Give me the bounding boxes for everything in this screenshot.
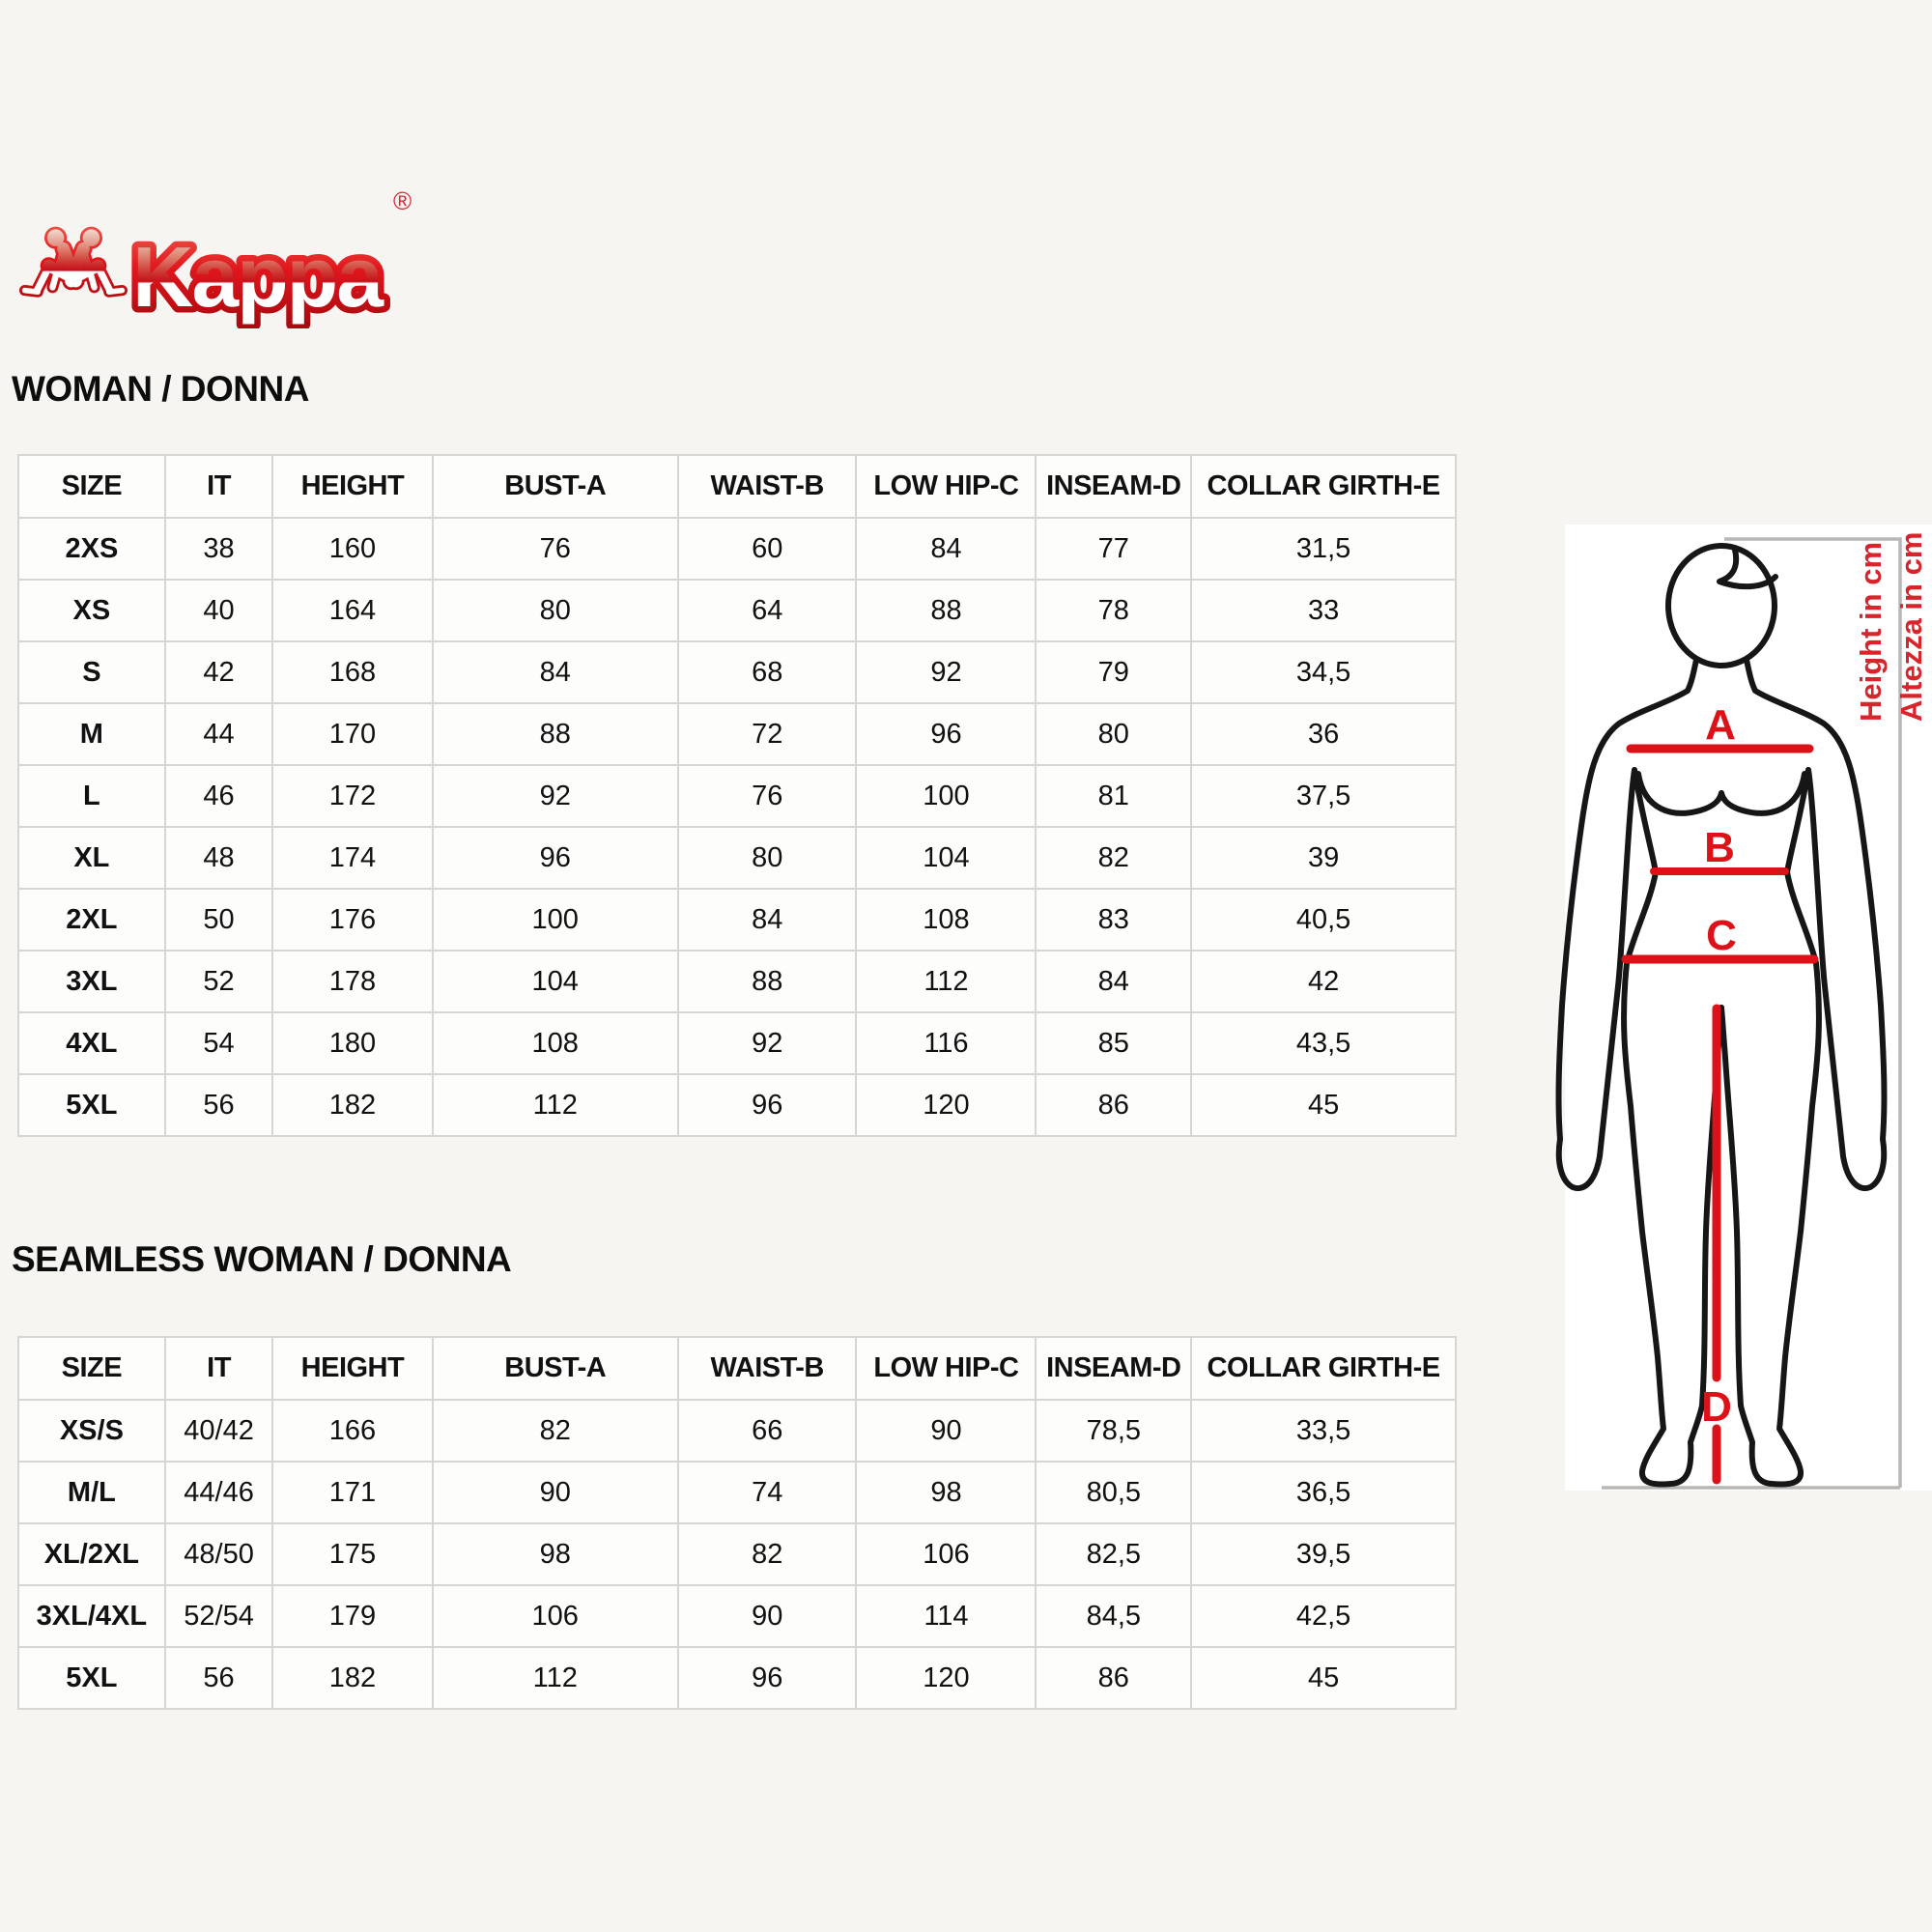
table-cell: 38	[165, 518, 273, 580]
table-cell: 5XL	[18, 1074, 165, 1136]
table-cell: 68	[678, 641, 857, 703]
table-cell: 92	[678, 1012, 857, 1074]
column-header: INSEAM-D	[1036, 1337, 1191, 1400]
table-cell: 85	[1036, 1012, 1191, 1074]
table-cell: 37,5	[1191, 765, 1456, 827]
table-cell: XS	[18, 580, 165, 641]
table-cell: 84,5	[1036, 1585, 1191, 1647]
kappa-logo-svg	[14, 179, 440, 328]
table-cell: 88	[678, 951, 857, 1012]
table-cell: 100	[856, 765, 1036, 827]
table-cell: M	[18, 703, 165, 765]
table-cell: 82	[433, 1400, 678, 1462]
table-row	[18, 1074, 1456, 1136]
column-header: WAIST-B	[678, 1337, 857, 1400]
table-cell: 108	[856, 889, 1036, 951]
section-title-woman: WOMAN / DONNA	[12, 369, 309, 409]
column-header: INSEAM-D	[1036, 455, 1191, 518]
table-cell: 78	[1036, 580, 1191, 641]
table-cell: 44/46	[165, 1462, 273, 1523]
table-cell: 172	[272, 765, 432, 827]
table-cell: 104	[856, 827, 1036, 889]
table-cell: 82,5	[1036, 1523, 1191, 1585]
label-inseam-d: D	[1701, 1383, 1732, 1431]
table-cell: 40,5	[1191, 889, 1456, 951]
table-cell: 84	[678, 889, 857, 951]
table-cell: 100	[433, 889, 678, 951]
table-cell: 84	[1036, 951, 1191, 1012]
kappa-wordmark: Kappa	[132, 229, 385, 325]
column-header: HEIGHT	[272, 1337, 432, 1400]
table-cell: 43,5	[1191, 1012, 1456, 1074]
column-header: COLLAR GIRTH-E	[1191, 455, 1456, 518]
table-cell: 81	[1036, 765, 1191, 827]
table-row	[18, 827, 1456, 889]
table-header-row	[18, 1337, 1456, 1400]
table-cell: XL/2XL	[18, 1523, 165, 1585]
table-cell: 164	[272, 580, 432, 641]
column-header: BUST-A	[433, 455, 678, 518]
table-cell: 36,5	[1191, 1462, 1456, 1523]
label-hip-c: C	[1706, 912, 1737, 959]
table-cell: 4XL	[18, 1012, 165, 1074]
table-cell: 78,5	[1036, 1400, 1191, 1462]
table-cell: 3XL/4XL	[18, 1585, 165, 1647]
column-header: HEIGHT	[272, 455, 432, 518]
table-cell: 171	[272, 1462, 432, 1523]
column-header: BUST-A	[433, 1337, 678, 1400]
table-cell: 176	[272, 889, 432, 951]
table-cell: M/L	[18, 1462, 165, 1523]
table-row	[18, 765, 1456, 827]
table-cell: 44	[165, 703, 273, 765]
table-cell: 40	[165, 580, 273, 641]
size-table-woman	[17, 454, 1457, 1137]
table-cell: 33	[1191, 580, 1456, 641]
height-caption-en: Height in cm	[1854, 541, 1888, 722]
table-cell: 170	[272, 703, 432, 765]
table-cell: 36	[1191, 703, 1456, 765]
table-cell: 178	[272, 951, 432, 1012]
table-cell: 179	[272, 1585, 432, 1647]
table-row	[18, 641, 1456, 703]
table-cell: 48	[165, 827, 273, 889]
registered-mark: ®	[393, 186, 412, 215]
table-cell: 5XL	[18, 1647, 165, 1709]
table-row	[18, 1647, 1456, 1709]
table-cell: 84	[856, 518, 1036, 580]
table-row	[18, 889, 1456, 951]
table-cell: 80	[1036, 703, 1191, 765]
table-cell: 92	[433, 765, 678, 827]
table-cell: 96	[856, 703, 1036, 765]
table-cell: 112	[856, 951, 1036, 1012]
table-cell: 120	[856, 1074, 1036, 1136]
table-cell: 74	[678, 1462, 857, 1523]
table-cell: 88	[856, 580, 1036, 641]
table-cell: 56	[165, 1647, 273, 1709]
table-cell: XS/S	[18, 1400, 165, 1462]
table-cell: 92	[856, 641, 1036, 703]
size-table-seamless-woman	[17, 1336, 1457, 1710]
table-cell: 64	[678, 580, 857, 641]
table-cell: 96	[678, 1647, 857, 1709]
table-cell: 83	[1036, 889, 1191, 951]
table-cell: 116	[856, 1012, 1036, 1074]
table-cell: 160	[272, 518, 432, 580]
table-cell: 80	[433, 580, 678, 641]
table-row	[18, 1012, 1456, 1074]
column-header: COLLAR GIRTH-E	[1191, 1337, 1456, 1400]
label-waist-b: B	[1704, 824, 1735, 871]
table-cell: 166	[272, 1400, 432, 1462]
table-cell: 90	[856, 1400, 1036, 1462]
table-cell: 96	[433, 827, 678, 889]
column-header: SIZE	[18, 455, 165, 518]
table-cell: L	[18, 765, 165, 827]
table-cell: 86	[1036, 1647, 1191, 1709]
table-cell: 82	[678, 1523, 857, 1585]
table-cell: 42,5	[1191, 1585, 1456, 1647]
table-cell: 175	[272, 1523, 432, 1585]
table-cell: 108	[433, 1012, 678, 1074]
table-cell: 39,5	[1191, 1523, 1456, 1585]
table-cell: 90	[678, 1585, 857, 1647]
column-header: LOW HIP-C	[856, 1337, 1036, 1400]
column-header: LOW HIP-C	[856, 455, 1036, 518]
table-row	[18, 518, 1456, 580]
table-cell: 104	[433, 951, 678, 1012]
table-cell: 50	[165, 889, 273, 951]
table-cell: 76	[433, 518, 678, 580]
column-header: IT	[165, 455, 273, 518]
height-caption-it: Altezza in cm	[1894, 531, 1928, 722]
table-cell: 112	[433, 1647, 678, 1709]
table-cell: 114	[856, 1585, 1036, 1647]
table-cell: 52	[165, 951, 273, 1012]
table-row	[18, 951, 1456, 1012]
table-row	[18, 1523, 1456, 1585]
table-cell: S	[18, 641, 165, 703]
table-row	[18, 703, 1456, 765]
table-cell: XL	[18, 827, 165, 889]
table-cell: 120	[856, 1647, 1036, 1709]
table-cell: 52/54	[165, 1585, 273, 1647]
table-cell: 72	[678, 703, 857, 765]
table-cell: 84	[433, 641, 678, 703]
table-cell: 45	[1191, 1647, 1456, 1709]
column-header: IT	[165, 1337, 273, 1400]
table-cell: 76	[678, 765, 857, 827]
table-cell: 66	[678, 1400, 857, 1462]
table-cell: 80,5	[1036, 1462, 1191, 1523]
table-cell: 56	[165, 1074, 273, 1136]
table-row	[18, 1585, 1456, 1647]
table-cell: 82	[1036, 827, 1191, 889]
table-cell: 31,5	[1191, 518, 1456, 580]
table-cell: 3XL	[18, 951, 165, 1012]
table-cell: 54	[165, 1012, 273, 1074]
table-cell: 33,5	[1191, 1400, 1456, 1462]
table-cell: 168	[272, 641, 432, 703]
table-cell: 174	[272, 827, 432, 889]
table-cell: 2XL	[18, 889, 165, 951]
column-header: SIZE	[18, 1337, 165, 1400]
table-cell: 46	[165, 765, 273, 827]
table-cell: 180	[272, 1012, 432, 1074]
table-cell: 98	[856, 1462, 1036, 1523]
table-cell: 79	[1036, 641, 1191, 703]
table-cell: 90	[433, 1462, 678, 1523]
table-cell: 39	[1191, 827, 1456, 889]
measurement-figure-svg	[1526, 517, 1932, 1521]
table-row	[18, 1462, 1456, 1523]
kappa-logo	[14, 179, 440, 328]
table-cell: 45	[1191, 1074, 1456, 1136]
measurement-figure	[1526, 517, 1932, 1521]
table-cell: 96	[678, 1074, 857, 1136]
table-cell: 86	[1036, 1074, 1191, 1136]
table-cell: 112	[433, 1074, 678, 1136]
table-cell: 182	[272, 1074, 432, 1136]
label-bust-a: A	[1705, 701, 1736, 749]
section-title-seamless-woman: SEAMLESS WOMAN / DONNA	[12, 1239, 512, 1279]
table-cell: 34,5	[1191, 641, 1456, 703]
table-cell: 80	[678, 827, 857, 889]
table-header-row	[18, 455, 1456, 518]
table-cell: 40/42	[165, 1400, 273, 1462]
table-cell: 106	[433, 1585, 678, 1647]
table-cell: 182	[272, 1647, 432, 1709]
table-cell: 77	[1036, 518, 1191, 580]
table-cell: 98	[433, 1523, 678, 1585]
table-cell: 42	[1191, 951, 1456, 1012]
column-header: WAIST-B	[678, 455, 857, 518]
table-cell: 106	[856, 1523, 1036, 1585]
table-cell: 2XS	[18, 518, 165, 580]
table-cell: 88	[433, 703, 678, 765]
table-cell: 42	[165, 641, 273, 703]
table-cell: 60	[678, 518, 857, 580]
table-row	[18, 580, 1456, 641]
table-cell: 48/50	[165, 1523, 273, 1585]
table-row	[18, 1400, 1456, 1462]
kappa-omini-icon	[25, 227, 123, 293]
